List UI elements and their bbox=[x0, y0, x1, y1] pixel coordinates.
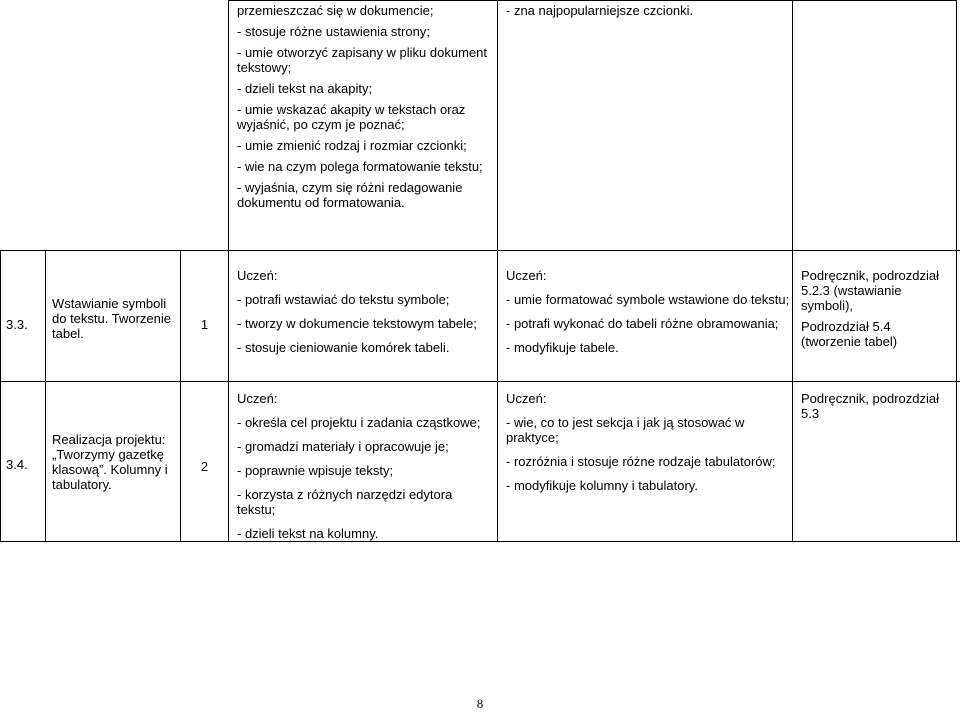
requirement-line: - określa cel projektu i zadania cząstkowe; bbox=[237, 415, 481, 430]
requirement-line: - zna najpopularniejsze czcionki. bbox=[506, 3, 694, 18]
requirements-heading: Uczeń: bbox=[237, 391, 278, 406]
requirement-line: - stosuje różne ustawienia strony; bbox=[237, 24, 430, 39]
col-divider bbox=[0, 250, 1, 542]
col-divider bbox=[956, 0, 957, 542]
col-divider bbox=[180, 250, 181, 542]
page-number: 8 bbox=[476, 696, 484, 711]
requirement-line: - umie otworzyć zapisany w pliku dokument tekstowy; bbox=[237, 45, 487, 75]
cell-sources bbox=[801, 268, 953, 355]
requirement-line: - umie zmienić rodzaj i rozmiar czcionki; bbox=[237, 138, 467, 153]
row-divider bbox=[0, 381, 960, 382]
row-divider bbox=[0, 250, 960, 251]
requirement-line: - gromadzi materiały i opracowuje je; bbox=[237, 439, 449, 454]
requirement-line: - wie, co to jest sekcja i jak ją stosować w praktyce; bbox=[506, 415, 745, 445]
requirements-heading: Uczeń: bbox=[506, 268, 547, 283]
requirement-line: - modyfikuje tabele. bbox=[506, 340, 619, 355]
requirement-line: - dzieli tekst na akapity; bbox=[237, 81, 373, 96]
requirement-line: przemieszczać się w dokumencie; bbox=[237, 3, 434, 18]
cell-basic-requirements bbox=[237, 391, 493, 550]
lesson-hours: 2 bbox=[200, 459, 209, 474]
requirement-line: - korzysta z różnych narzędzi edytora tekstu; bbox=[237, 487, 453, 517]
cell-extended-requirements bbox=[506, 268, 790, 364]
requirement-line: - umie formatować symbole wstawione do tekstu; bbox=[506, 292, 790, 307]
requirements-heading: Uczeń: bbox=[506, 391, 547, 406]
requirement-line: - dzieli tekst na kolumny. bbox=[237, 526, 379, 541]
requirement-line: - potrafi wstawiać do tekstu symbole; bbox=[237, 292, 450, 307]
requirement-line: - wyjaśnia, czym się różni redagowanie dokumentu od formatowania. bbox=[237, 180, 463, 210]
requirement-line: - rozróżnia i stosuje różne rodzaje tabulatorów; bbox=[506, 454, 776, 469]
requirement-line: - poprawnie wpisuje teksty; bbox=[237, 463, 394, 478]
source-line: Podrozdział 5.4 (tworzenie tabel) bbox=[801, 319, 898, 349]
table-border-top bbox=[228, 0, 956, 1]
col-divider bbox=[497, 0, 498, 542]
cell-extended-requirements bbox=[506, 391, 790, 502]
cell-extended-requirements-continued bbox=[506, 3, 788, 24]
lesson-number: 3.4. bbox=[6, 457, 28, 472]
lesson-hours: 1 bbox=[200, 317, 209, 332]
source-line: Podręcznik, podrozdział 5.3 bbox=[801, 391, 940, 421]
requirement-line: - potrafi wykonać do tabeli różne obramowania; bbox=[506, 316, 779, 331]
lesson-number: 3.3. bbox=[6, 317, 28, 332]
requirement-line: - stosuje cieniowanie komórek tabeli. bbox=[237, 340, 450, 355]
cell-basic-requirements-continued bbox=[237, 3, 491, 216]
requirement-line: - wie na czym polega formatowanie tekstu; bbox=[237, 159, 483, 174]
requirement-line: - umie wskazać akapity w tekstach oraz wyjaśnić, po czym je poznać; bbox=[237, 102, 466, 132]
cell-sources bbox=[801, 391, 953, 427]
lesson-topic: Realizacja projektu: „Tworzymy gazetkę klasową”. Kolumny i tabulatory. bbox=[52, 432, 168, 492]
col-divider bbox=[792, 0, 793, 542]
requirement-line: - tworzy w dokumencie tekstowym tabele; bbox=[237, 316, 477, 331]
cell-basic-requirements bbox=[237, 268, 493, 364]
lesson-topic: Wstawianie symboli do tekstu. Tworzenie tabel. bbox=[52, 296, 171, 341]
col-divider bbox=[228, 0, 229, 542]
requirements-heading: Uczeń: bbox=[237, 268, 278, 283]
col-divider bbox=[45, 250, 46, 542]
requirement-line: - modyfikuje kolumny i tabulatory. bbox=[506, 478, 698, 493]
source-line: Podręcznik, podrozdział 5.2.3 (wstawianie symboli), bbox=[801, 268, 940, 313]
